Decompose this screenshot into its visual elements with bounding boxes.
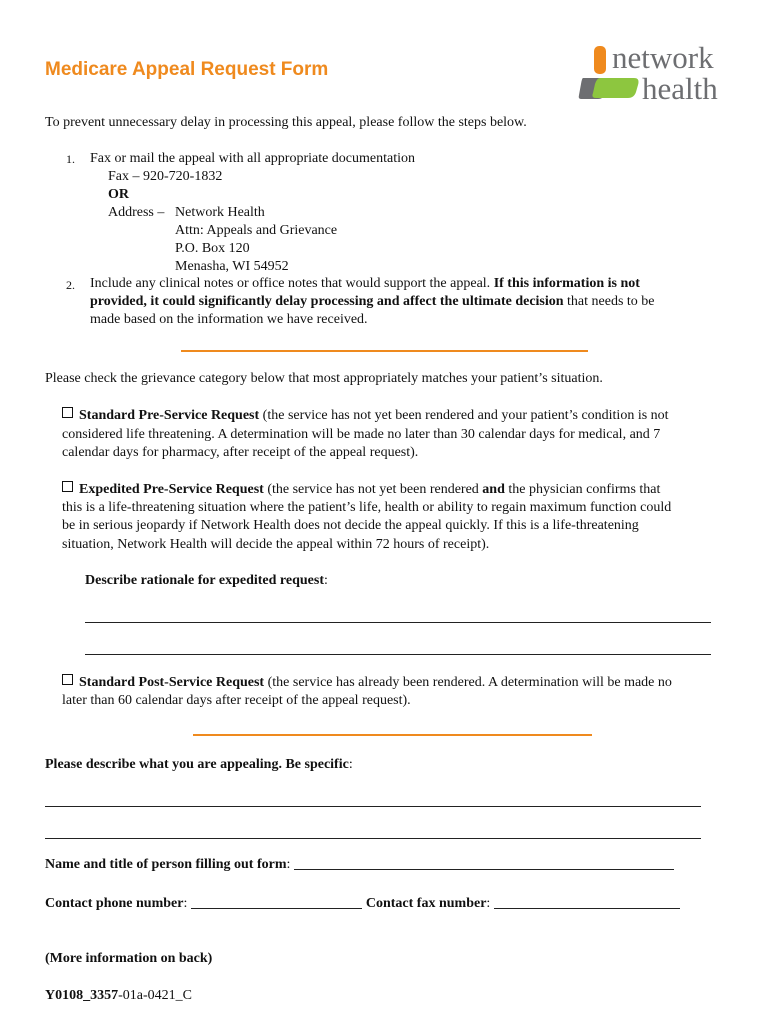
expedited-line-3: be in serious jeopardy if Network Health does not decide the appeal quickly. If this is a life-threatening [62,518,639,533]
expedited-pre-service-title: Expedited Pre-Service Request [79,482,264,497]
fax-label: Contact fax number [365,896,487,911]
rationale-input-line-2[interactable] [85,654,711,655]
name-title-colon: : [286,857,291,872]
fax-number: Fax – 920-720-1832 [108,169,223,184]
standard-pre-service-row [62,407,669,425]
standard-pre-service-checkbox[interactable] [62,407,73,418]
describe-appeal-colon: : [348,757,353,772]
contact-row [45,894,680,913]
phone-input[interactable] [191,894,362,909]
section-divider [181,350,588,352]
address-line-1: Network Health [175,205,265,220]
page-title: Medicare Appeal Request Form [45,59,329,80]
rationale-label-row [85,572,328,590]
expedited-and: and [482,482,505,497]
appeal-input-line-2[interactable] [45,838,701,839]
logo-green-icon [590,76,640,100]
network-health-logo [578,40,728,106]
standard-post-service-row [62,674,672,692]
rationale-input-line-1[interactable] [85,622,711,623]
or-label: OR [108,187,129,202]
address-line-2: Attn: Appeals and Grievance [175,223,338,238]
step-1-number: 1. [66,152,75,166]
describe-appeal-label: Please describe what you are appealing. Be specific [45,757,349,772]
expedited-pre-service-row [62,481,660,499]
step-2-bold-b: provided, it could significantly delay processing and affect the ultimate decision [90,294,564,309]
standard-post-service-title: Standard Post-Service Request [79,675,265,690]
intro-text: To prevent unnecessary delay in processing this appeal, please follow the steps below. [45,115,527,130]
standard-post-service-line-2: later than 60 calendar days after receipt of the appeal request). [62,693,411,708]
standard-post-service-desc: (the service has already been rendered. A determination will be made no [267,675,672,690]
form-code-rest: -01a-0421_C [118,988,193,1003]
form-code-bold: Y0108_3357 [45,988,119,1003]
expedited-desc-a: (the service has not yet been rendered [267,482,479,497]
fax-colon: : [486,896,491,911]
step-2-line-2 [90,293,655,311]
name-title-label: Name and title of person filling out form [45,857,287,872]
expedited-pre-service-checkbox[interactable] [62,481,73,492]
address-line-4: Menasha, WI 54952 [175,259,289,274]
logo-word-network: network [612,40,714,75]
expedited-line-2: this is a life-threatening situation where the patient’s life, health or ability to regain maximum function could [62,500,672,515]
rationale-colon: : [324,573,328,588]
standard-pre-service-desc: (the service has not yet been rendered and your patient’s condition is not [262,408,669,423]
step-2-number: 2. [66,278,75,292]
expedited-desc-b: the physician confirms that [508,482,661,497]
appeal-input-line-1[interactable] [45,806,701,807]
address-line-3: P.O. Box 120 [175,241,250,256]
step-1-text: Fax or mail the appeal with all appropriate documentation [90,151,416,166]
step-2-line-1 [90,275,640,293]
describe-appeal-row [45,756,353,774]
step-2-text-a: Include any clinical notes or office notes that would support the appeal. [90,276,491,291]
section-divider-2 [193,734,592,736]
step-2-line-3: made based on the information we have received. [90,312,368,327]
standard-pre-service-line-2: considered life threatening. A determination will be made no later than 30 calendar days for medical, and 7 [62,427,661,442]
more-info-note: (More information on back) [45,951,213,966]
address-label: Address – [108,205,165,220]
category-prompt: Please check the grievance category below that most appropriately matches your patient’s situation. [45,371,603,386]
name-title-row [45,855,674,874]
phone-colon: : [183,896,188,911]
step-2-bold-a: If this information is not [493,276,640,291]
expedited-line-4: situation, Network Health will decide the appeal within 72 hours of receipt). [62,537,490,552]
standard-pre-service-title: Standard Pre-Service Request [79,408,260,423]
standard-pre-service-line-3: calendar days for pharmacy, after receipt of the appeal request). [62,445,419,460]
form-code [45,987,192,1005]
name-title-input[interactable] [294,855,674,870]
standard-post-service-checkbox[interactable] [62,674,73,685]
fax-input[interactable] [494,894,680,909]
logo-word-health: health [642,71,718,106]
rationale-label: Describe rationale for expedited request [85,573,324,588]
step-2-text-b: that needs to be [567,294,655,309]
phone-label: Contact phone number [45,896,184,911]
